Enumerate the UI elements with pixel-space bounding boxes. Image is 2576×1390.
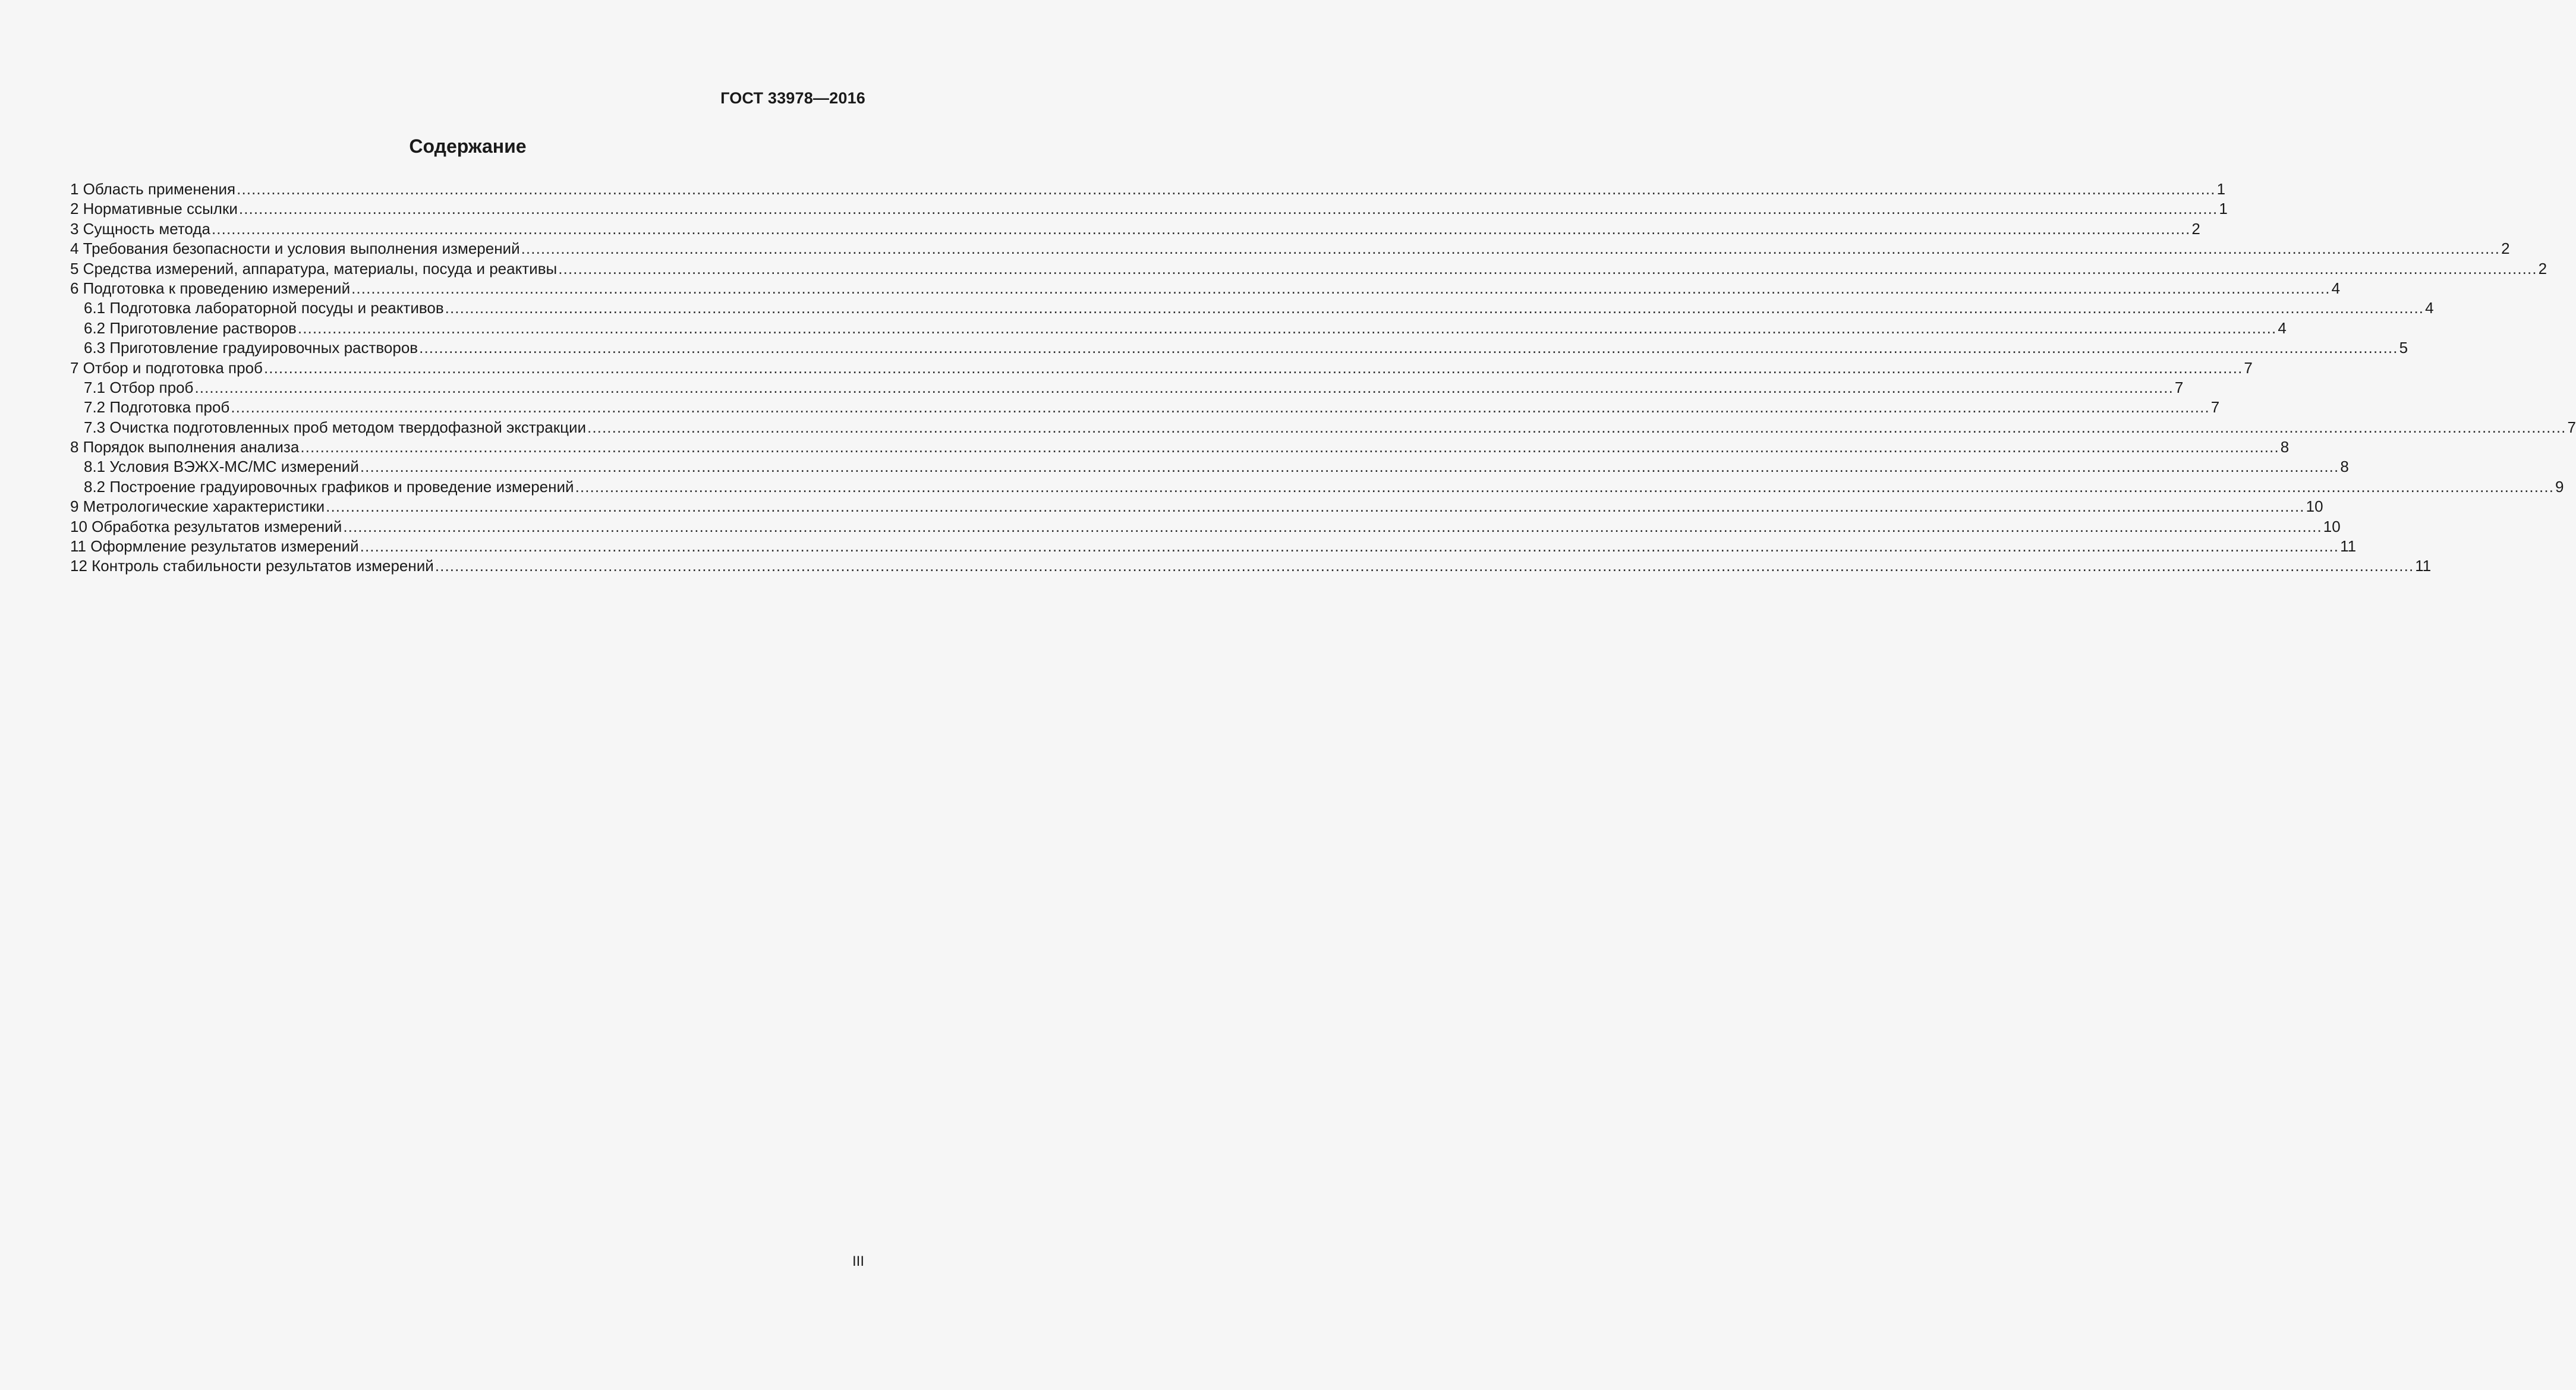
toc-entry[interactable] [70,298,2434,318]
toc-dot-leader: ................................................................................................................................................................................................................................................................................................................................................................................................................ [351,279,2331,297]
toc-entry-label: 7.1 Отбор проб [84,378,194,396]
toc-entry-page: 2 [2191,219,2200,238]
toc-entry-page: 11 [2415,557,2432,575]
toc-dot-leader: ................................................................................................................................................................................................................................................................................................................................................................................................................ [445,299,2424,317]
toc-dot-leader: ................................................................................................................................................................................................................................................................................................................................................................................................................ [419,339,2398,357]
toc-entry-page: 7 [2210,398,2220,417]
toc-entry[interactable] [70,219,2200,239]
toc-entry[interactable] [70,517,2341,537]
toc-entry-page: 1 [2219,200,2228,218]
toc-entry-page: 2 [2501,239,2510,258]
toc-entry-label: 6.2 Приготовление растворов [84,319,297,337]
toc-entry-label: 12 Контроль стабильности результатов измерений [70,557,434,575]
toc-entry-label: 7.2 Подготовка проб [84,398,230,417]
toc-entry[interactable] [70,338,2408,358]
toc-entry-label: 9 Метрологические характеристики [70,497,325,516]
toc-dot-leader: ................................................................................................................................................................................................................................................................................................................................................................................................................ [434,557,2414,575]
toc-entry[interactable] [70,239,2510,259]
toc-entry-page: 5 [2399,339,2408,357]
toc-list [70,179,2576,576]
toc-entry-page: 8 [2340,458,2349,476]
toc-entry-label: 8.1 Условия ВЭЖХ-МС/МС измерений [84,458,359,476]
toc-entry-page: 7 [2244,358,2253,377]
toc-entry-page: 7 [2567,418,2576,436]
toc-entry-label: 4 Требования безопасности и условия выполнения измерений [70,239,520,258]
toc-entry[interactable] [70,418,2576,437]
toc-entry[interactable] [70,457,2349,477]
toc-dot-leader: ................................................................................................................................................................................................................................................................................................................................................................................................................ [521,239,2501,258]
toc-dot-leader: ................................................................................................................................................................................................................................................................................................................................................................................................................ [575,477,2555,496]
toc-entry-page: 7 [2174,378,2184,396]
toc-entry-page: 10 [2323,517,2341,535]
page-number: III [852,1253,864,1269]
toc-dot-leader: ................................................................................................................................................................................................................................................................................................................................................................................................................ [326,497,2305,516]
toc-title: Содержание [409,135,527,157]
toc-entry[interactable] [70,497,2323,516]
toc-entry-label: 8.2 Построение градуировочных графиков и проведение измерений [84,477,574,496]
toc-dot-leader: ................................................................................................................................................................................................................................................................................................................................................................................................................ [263,358,2243,377]
toc-entry-page: 9 [2555,477,2564,496]
toc-dot-leader: ................................................................................................................................................................................................................................................................................................................................................................................................................ [343,517,2322,535]
toc-entry-page: 4 [2278,319,2287,337]
toc-entry[interactable] [70,279,2341,298]
toc-entry-label: 3 Сущность метода [70,219,210,238]
toc-entry-page: 2 [2538,259,2547,278]
toc-entry-page: 4 [2331,279,2341,297]
toc-dot-leader: ................................................................................................................................................................................................................................................................................................................................................................................................................ [211,219,2191,238]
toc-entry[interactable] [70,556,2432,576]
toc-entry-label: 11 Оформление результатов измерений [70,537,359,556]
toc-entry[interactable] [70,259,2547,279]
toc-entry[interactable] [70,477,2564,497]
toc-dot-leader: ................................................................................................................................................................................................................................................................................................................................................................................................................ [238,200,2218,218]
toc-dot-leader: ................................................................................................................................................................................................................................................................................................................................................................................................................ [360,458,2339,476]
toc-entry-label: 7 Отбор и подготовка проб [70,358,263,377]
toc-entry[interactable] [70,378,2184,398]
toc-dot-leader: ................................................................................................................................................................................................................................................................................................................................................................................................................ [237,180,2216,198]
toc-entry-label: 10 Обработка результатов измерений [70,517,342,535]
toc-entry-page: 11 [2340,537,2357,556]
toc-entry-label: 5 Средства измерений, аппаратура, материалы, посуда и реактивы [70,259,558,278]
toc-dot-leader: ................................................................................................................................................................................................................................................................................................................................................................................................................ [587,418,2566,436]
toc-dot-leader: ................................................................................................................................................................................................................................................................................................................................................................................................................ [558,259,2537,278]
toc-entry[interactable] [70,358,2253,378]
toc-entry-label: 6 Подготовка к проведению измерений [70,279,351,297]
toc-entry[interactable] [70,437,2290,457]
toc-entry-page: 4 [2425,299,2434,317]
toc-entry-page: 8 [2280,438,2290,456]
toc-entry[interactable] [70,398,2220,417]
toc-dot-leader: ................................................................................................................................................................................................................................................................................................................................................................................................................ [297,319,2277,337]
toc-dot-leader: ................................................................................................................................................................................................................................................................................................................................................................................................................ [231,398,2210,417]
toc-dot-leader: ................................................................................................................................................................................................................................................................................................................................................................................................................ [300,438,2279,456]
doc-code: ГОСТ 33978—2016 [720,89,865,107]
toc-dot-leader: ................................................................................................................................................................................................................................................................................................................................................................................................................ [360,537,2339,556]
toc-entry-page: 10 [2306,497,2323,516]
toc-entry-label: 2 Нормативные ссылки [70,200,238,218]
toc-entry[interactable] [70,179,2226,199]
toc-entry-label: 6.1 Подготовка лабораторной посуды и реактивов [84,299,444,317]
toc-entry-page: 1 [2216,180,2226,198]
toc-entry[interactable] [70,199,2228,219]
toc-entry-label: 7.3 Очистка подготовленных проб методом твердофазной экстракции [84,418,587,436]
toc-entry-label: 8 Порядок выполнения анализа [70,438,300,456]
toc-entry[interactable] [70,537,2357,556]
toc-entry-label: 1 Область применения [70,180,236,198]
toc-entry[interactable] [70,319,2287,338]
toc-dot-leader: ................................................................................................................................................................................................................................................................................................................................................................................................................ [194,378,2174,396]
toc-entry-label: 6.3 Приготовление градуировочных растворов [84,339,418,357]
